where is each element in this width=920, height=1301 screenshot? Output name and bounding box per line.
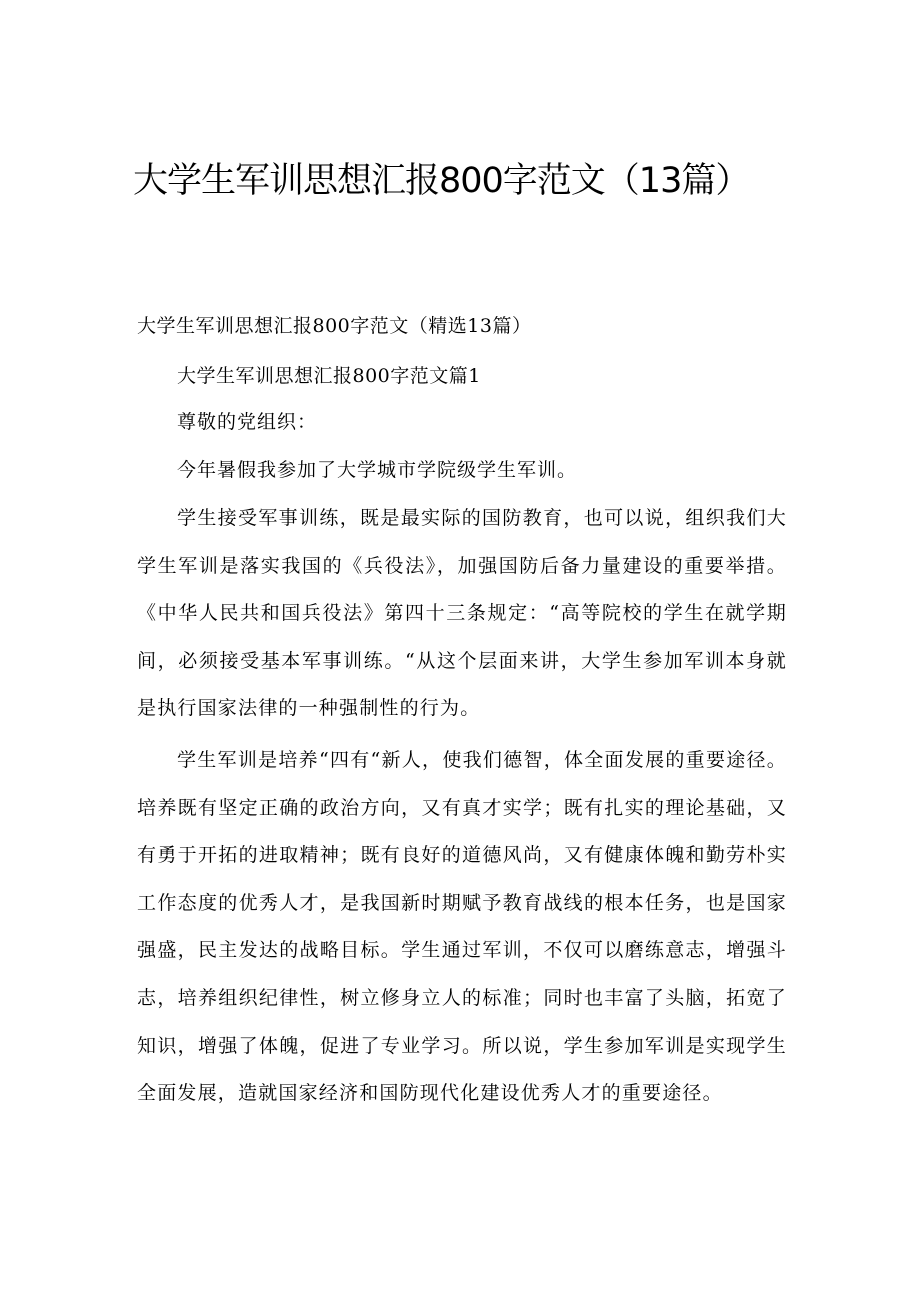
section-heading: 大学生军训思想汇报800字范文篇1: [177, 365, 481, 387]
paragraph-all-round-development: 学生军训是培养“四有“新人，使我们德智，体全面发展的重要途径。培养既有坚定正确的政治方向，又有真才实学；既有扎实的理论基础，又有勇于开拓的进取精神；既有良好的道德风尚，又有健康体魄和勤劳朴实工作态度的优秀人才，是我国新时期赋予教育战线的根本任务，也是国家强盛，民主发达的战略目标。学生通过军训，不仅可以磨练意志，增强斗志，培养组织纪律性，树立修身立人的标准；同时也丰富了头脑，拓宽了知识，增强了体魄，促进了专业学习。所以说，学生参加军训是实现学生全面发展，造就国家经济和国防现代化建设优秀人才的重要途径。: [137, 749, 787, 1105]
paragraph-intro: 今年暑假我参加了大学城市学院级学生军训。: [177, 459, 578, 481]
document-title: 大学生军训思想汇报800字范文（13篇）: [133, 161, 750, 201]
salutation: 尊敬的党组织：: [177, 411, 318, 433]
document-subtitle: 大学生军训思想汇报800字范文（精选13篇）: [137, 315, 532, 337]
paragraph-military-training-law: 学生接受军事训练，既是最实际的国防教育，也可以说，组织我们大学生军训是落实我国的《兵役法》，加强国防后备力量建设的重要举措。《中华人民共和国兵役法》第四十三条规定：“高等院校的学生在就学期间，必须接受基本军事训练。“从这个层面来讲，大学生参加军训本身就是执行国家法律的一种强制性的行为。: [137, 507, 787, 720]
